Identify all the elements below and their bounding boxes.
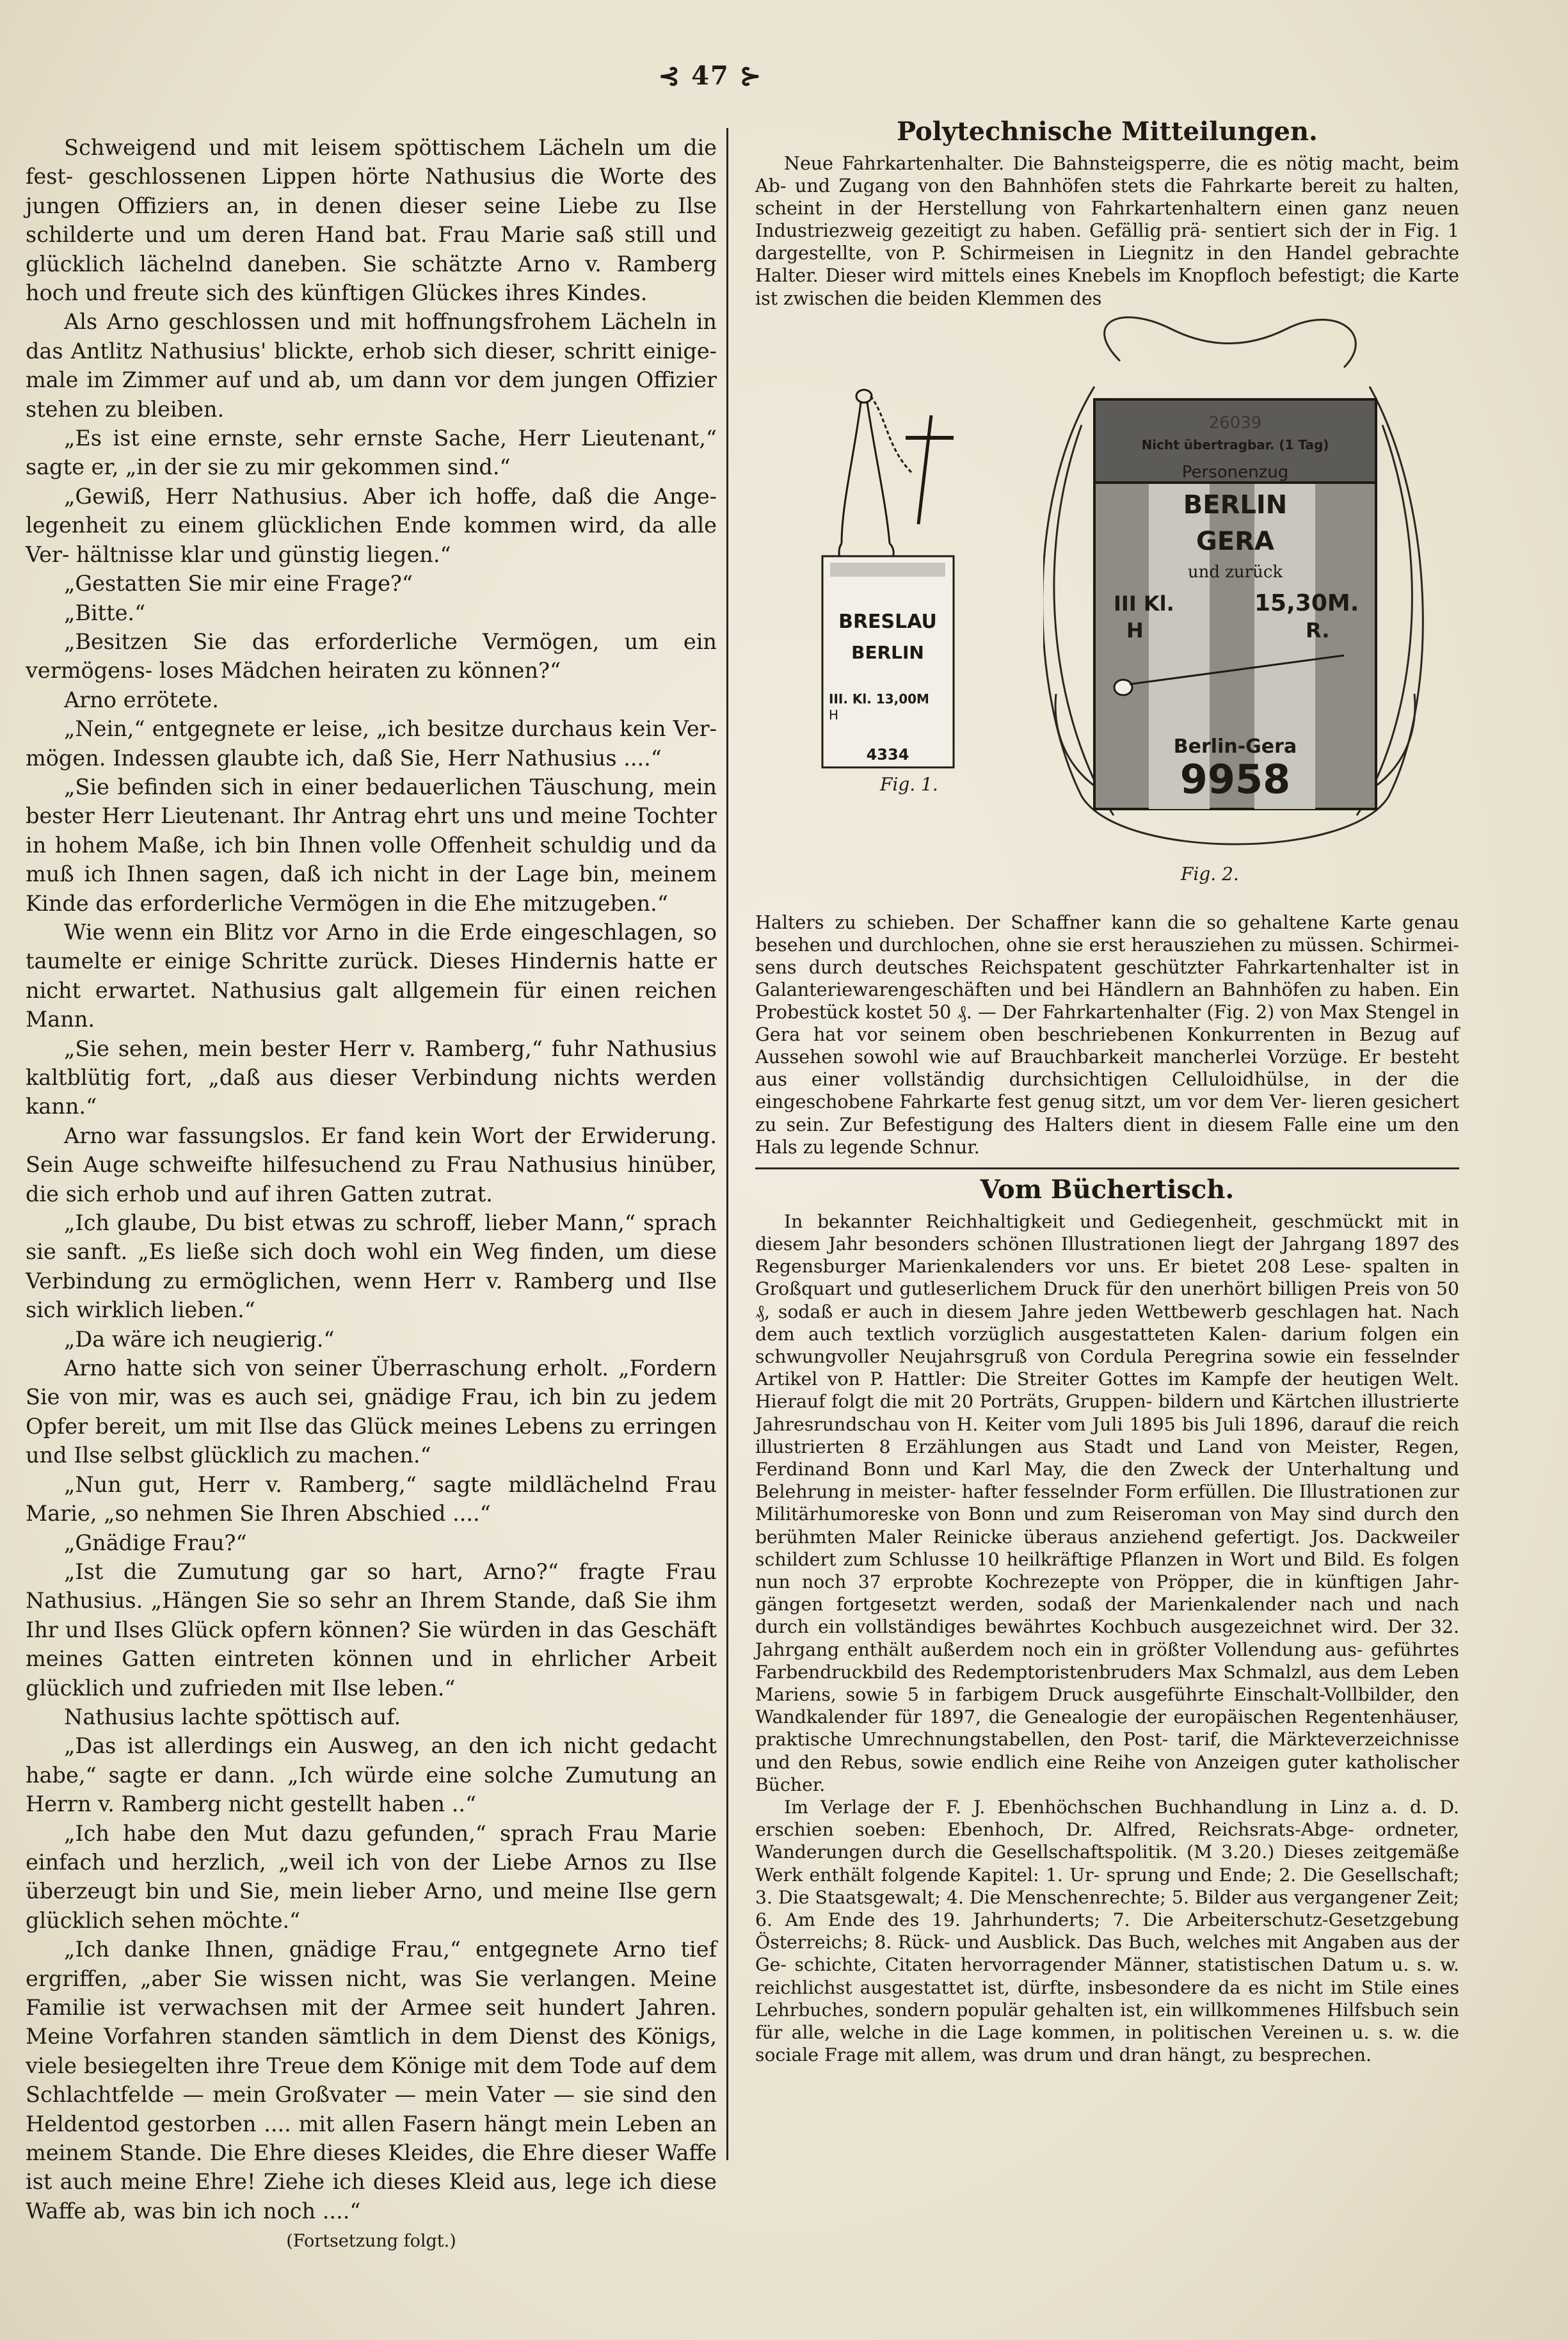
figures-area <box>755 310 1459 886</box>
fig2-caption: Fig. 2. <box>1181 863 1239 885</box>
fig2-r: R. <box>1306 618 1330 643</box>
story-paragraph: Als Arno geschlossen und mit hoffnungsfrohem Lächeln in das Antlitz Nathusius' blickte, erhob sich dieser, schritt einige- male im Zimmer auf und ab, um dann vor dem jungen Offizier stehen zu bleiben. <box>26 309 717 422</box>
polytechnic-heading: Polytechnische Mitteilungen. <box>897 116 1318 147</box>
story-paragraph: „Bitte.“ <box>64 600 146 625</box>
polytechnic-paragraph-1: Neue Fahrkartenhalter. Die Bahnsteigsperre, die es nötig macht, beim Ab- und Zugang von den Bahnhöfen stets die Fahrkarte bereit zu halten, scheint in der Herstellung von Fahrkartenhaltern einen ganz neuen Industriezweig gezeitigt zu haben. Gefällig prä- sentiert sich der in Fig. 1 dargestellte, von P. Schirmeisen in Liegnitz in den Handel gebrachte Halter. Dieser wird mittels eines Knebels im Knopfloch befestigt; die Karte ist zwischen die beiden Klemmen des <box>755 153 1459 309</box>
right-column <box>755 115 1459 2066</box>
column-rule <box>726 128 728 2160</box>
story-paragraph: „Es ist eine ernste, sehr ernste Sache, Herr Lieutenant,“ sagte er, „in der sie zu mir gekommen sind.“ <box>26 426 717 480</box>
fig2-route: Berlin-Gera <box>1173 735 1297 758</box>
story-paragraph: „Ich habe den Mut dazu gefunden,“ sprach Frau Marie einfach und herzlich, „weil ich von der Liebe Arnos zu Ilse überzeugt bin und Sie, mein lieber Arno, und meine Ilse gern glücklich sehen möchte.“ <box>26 1820 717 1933</box>
books-heading: Vom Büchertisch. <box>980 1174 1235 1205</box>
fig2-to: GERA <box>1196 526 1274 556</box>
fig2-serial: 26039 <box>1208 413 1262 433</box>
story-paragraph: „Gewiß, Herr Nathusius. Aber ich hoffe, daß die Ange- legenheit zu einem glücklichen Ende kommen wird, da alle Ver- hältnisse klar und günstig liegen.“ <box>26 483 717 567</box>
books-paragraph-1: In bekannter Reichhaltigkeit und Gediegenheit, geschmückt mit in diesem Jahr besonders schönen Illustrationen liegt der Jahrgang 1897 des Regensburger Marienkalenders vor uns. Er bietet 208 Lese- spalten in Großquart und gutleserlichem Druck für den unerhört billigen Preis von 50 ₰, sodaß er auch in diesem Jahre jeden Wettbewerb geschlagen hat. Nach dem auch textlich vorzüglich ausgestatteten Kalen- darium folgen ein schwungvoller Neujahrsgruß von Cordula Peregrina sowie ein fesselnder Artikel von P. Hattler: Die Streiter Gottes im Kampfe der heutigen Welt. Hierauf folgt die mit 20 Porträts, Gruppen- bildern und Kärtchen illustrierte Jahresrundschau von H. Keiter vom Juli 1895 bis Juli 1896, darauf die reich illustrierten 8 Erzählungen aus Stadt und Land von Meister, Regen, Ferdinand Bonn und Karl May, die den Zweck der Unterhaltung und Belehrung in meister- hafter fesselnder Form erfüllen. Die Illustrationen zur Militärhumoreske von Bonn und zum Reiseroman von May sind durch den berühmten Maler Reinicke überaus anziehend gefertigt. Jos. Dackweiler schildert zum Schlusse 10 heilkräftige Pflanzen in Wort und Bild. Es folgen nun noch 37 erprobte Kochrezepte von Pröpper, die in künftigen Jahr- gängen fortgesetzt werden, sodaß der Marienkalender nach und nach durch ein vollständiges bewährtes Kochbuch ausgezeichnet wird. Der 32. Jahrgang enthält außerdem noch ein in größter Vollendung aus- geführtes Farbendruckbild des Redemptoristenbruders Max Schmalzl, aus dem Leben Mariens, sowie 5 in farbigem Druck ausgeführte Einschalt-Vollbilder, den Wandkalender für 1897, die Genealogie der europäischen Regentenhäuser, praktische Umrechnungstabellen, den Post- tarif, die Märkteverzeichnisse und den Rebus, sowie endlich eine Reihe von Anzeigen guter katholischer Bücher. <box>755 1210 1459 1795</box>
story-paragraph: Nathusius lachte spöttisch auf. <box>64 1704 401 1729</box>
story-paragraph: Arno war fassungslos. Er fand kein Wort der Erwiderung. Sein Auge schweifte hilfesuchend zu Frau Nathusius hinüber, die sich erhob und auf ihren Gatten zutrat. <box>26 1123 717 1206</box>
page-number: 47 <box>691 61 730 91</box>
ornament-right: ⊱ <box>739 61 763 91</box>
fig2-train: Personenzug <box>1181 462 1289 482</box>
ticket-holder-fig1-illustration <box>816 377 963 787</box>
ticket-holder-fig2-illustration <box>1043 310 1427 867</box>
fig2-number: 9958 <box>1180 755 1291 803</box>
polytechnic-paragraph-2: Halters zu schieben. Der Schaffner kann die so gehaltene Karte genau besehen und durchlochen, ohne sie erst herausziehen zu müssen. Schirmei- sens durch deutsches Reichspatent geschützter Fahrkartenhalter ist in Galanteriewarengeschäften und bei Händlern an Bahnhöfen zu haben. Ein Probestück kostet 50 ₰. — Der Fahrkartenhalter (Fig. 2) von Max Stengel in Gera hat vor seinem oben beschriebenen Konkurrenten in Bezug auf Aussehen sowohl wie auf Brauchbarkeit mancherlei Vorzüge. Er besteht aus einer vollständig durchsichtigen Celluloidhülse, in der die eingeschobene Fahrkarte fest genug sitzt, um vor dem Ver- lieren gesichert zu sein. Zur Befestigung des Halters dient in diesem Falle eine um den Hals zu legende Schnur. <box>755 911 1459 1158</box>
fig2-notice: Nicht übertragbar. (1 Tag) <box>1141 437 1329 453</box>
story-paragraph: „Ist die Zumutung gar so hart, Arno?“ fragte Frau Nathusius. „Hängen Sie so sehr an Ihrem Stande, daß Sie ihm Ihr und Ilses Glück opfern können? Sie würden in das Geschäft meines Gatten eintreten können und in ehrlicher Arbeit glücklich und zufrieden mit Ilse leben.“ <box>26 1559 717 1701</box>
fig1-ticket-station-1: BRESLAU <box>838 610 937 633</box>
story-paragraph: „Besitzen Sie das erforderliche Vermögen, um ein vermögens- loses Mädchen heiraten zu können?“ <box>26 629 717 684</box>
story-paragraph: „Ich glaube, Du bist etwas zu schroff, lieber Mann,“ sprach sie sanft. „Es ließe sich doch wohl ein Weg finden, um diese Verbindung zu ermöglichen, wenn Herr v. Ramberg und Ilse sich wirklich lieben.“ <box>26 1210 717 1323</box>
story-paragraph: Wie wenn ein Blitz vor Arno in die Erde eingeschlagen, so taumelte er einige Schritte zurück. Dieses Hindernis hatte er nicht erwartet. Nathusius galt allgemein für einen reichen Mann. <box>26 919 717 1032</box>
story-paragraph: Schweigend und mit leisem spöttischem Lächeln um die fest- geschlossenen Lippen hörte Nathusius die Worte des jungen Offiziers an, in denen dieser seine Liebe zu Ilse schilderte und um deren Hand bat. Frau Marie saß still und glücklich lächelnd daneben. Sie schätzte Arno v. Ramberg hoch und freute sich des künftigen Glückes ihres Kindes. <box>26 135 717 306</box>
fig1-ticket-station-2: BERLIN <box>851 641 924 663</box>
story-paragraph: „Nun gut, Herr v. Ramberg,“ sagte mildlächelnd Frau Marie, „so nehmen Sie Ihren Abschied ....“ <box>26 1471 717 1527</box>
ornament-left: ⊰ <box>658 61 682 91</box>
books-paragraph-2: Im Verlage der F. J. Ebenhöchschen Buchhandlung in Linz a. d. D. erschien soeben: Ebenhoch, Dr. Alfred, Reichsrats-Abge- ordneter, Wanderungen durch die Gesellschaftspolitik. (M 3.20.) Dieses zeitgemäße Werk enthält folgende Kapitel: 1. Ur- sprung und Ende; 2. Die Gesellschaft; 3. Die Staatsgewalt; 4. Die Menschenrechte; 5. Bilder aus vergangener Zeit; 6. Am Ende des 19. Jahrhunderts; 7. Die Arbeiterschutz-Gesetzgebung Österreichs; 8. Rück- und Ausblick. Das Buch, welches mit Angaben aus der Ge- schichte, Citaten hervorragender Männer, statistischen Datum u. s. w. reichlichst ausgestattet ist, dürfte, insbesondere da es nicht im Stile eines Lehrbuches, sondern populär gehalten ist, ein willkommenes Hilfsbuch sein für alle, welche in die Lage kommen, in politischen Vereinen u. s. w. die sociale Frage mit allem, was drum und dran hängt, zu besprechen. <box>755 1796 1459 2066</box>
books-section <box>755 1210 1459 2067</box>
story-paragraph: „Nein,“ entgegnete er leise, „ich besitze durchaus kein Ver- mögen. Indessen glaubte ich, daß Sie, Herr Nathusius ....“ <box>26 716 717 771</box>
fig2-return: und zurück <box>1187 562 1283 582</box>
fig2-price: 15,30M. <box>1254 589 1359 616</box>
fig1-caption: Fig. 1. <box>880 773 938 795</box>
section-divider <box>755 1167 1459 1169</box>
story-paragraph: „Gnädige Frau?“ <box>64 1530 247 1555</box>
polytechnic-continuation <box>755 911 1459 1158</box>
story-paragraph: Arno errötete. <box>64 687 219 712</box>
fig2-h: H <box>1126 618 1144 643</box>
story-paragraph: „Das ist allerdings ein Ausweg, an den ich nicht gedacht habe,“ sagte er dann. „Ich würde eine solche Zumutung an Herrn v. Ramberg nicht gestellt haben ..“ <box>26 1733 717 1817</box>
story-paragraph: „Sie sehen, mein bester Herr v. Ramberg,“ fuhr Nathusius kaltblütig fort, „daß aus dieser Verbindung nichts werden kann.“ <box>26 1036 717 1119</box>
fig2-class: III Kl. <box>1114 591 1174 616</box>
page-number-header <box>627 61 794 91</box>
story-paragraph: „Da wäre ich neugierig.“ <box>64 1326 335 1352</box>
fig1-ticket-number: 4334 <box>866 745 909 764</box>
story-paragraph: Arno hatte sich von seiner Überraschung erholt. „Fordern Sie von mir, was es auch sei, gnädige Frau, ich bin zu jedem Opfer bereit, um mit Ilse das Glück meines Lebens zu erringen und Ilse selbst glücklich zu machen.“ <box>26 1356 717 1468</box>
left-column-story <box>26 133 717 2256</box>
story-paragraph: „Ich danke Ihnen, gnädige Frau,“ entgegnete Arno tief ergriffen, „aber Sie wissen nicht, was Sie verlangen. Meine Familie ist verwachsen mit der Armee seit hundert Jahren. Meine Vorfahren standen sämtlich in dem Dienst des Königs, viele besiegelten ihre Treue dem Könige mit dem Tode auf dem Schlachtfelde — mein Großvater — mein Vater — sie sind den Heldentod gestorben .... mit allen Fasern hängt mein Leben an meinem Stande. Die Ehre dieses Kleides, die Ehre dieser Waffe ist auch meine Ehre! Ziehe ich dieses Kleid aus, lege ich diese Waffe ab, was bin ich noch ....“ <box>26 1937 717 2224</box>
story-paragraph: „Sie befinden sich in einer bedauerlichen Täuschung, mein bester Herr Lieutenant. Ihr Antrag ehrt uns und meine Tochter in hohem Maße, ich bin Ihnen volle Offenheit schuldig und da muß ich Ihnen sagen, daß ich nicht in der Lage bin, meinem Kinde das erforderliche Vermögen in die Ehe mitzugeben.“ <box>26 774 717 916</box>
continuation-note: (Fortsetzung folgt.) <box>286 2231 456 2252</box>
fig1-ticket-h: H <box>829 707 839 723</box>
fig1-ticket-class: III. Kl. 13,00M <box>829 691 929 707</box>
story-paragraph: „Gestatten Sie mir eine Frage?“ <box>64 571 413 597</box>
polytechnic-intro <box>755 152 1459 310</box>
fig2-from: BERLIN <box>1183 490 1288 520</box>
